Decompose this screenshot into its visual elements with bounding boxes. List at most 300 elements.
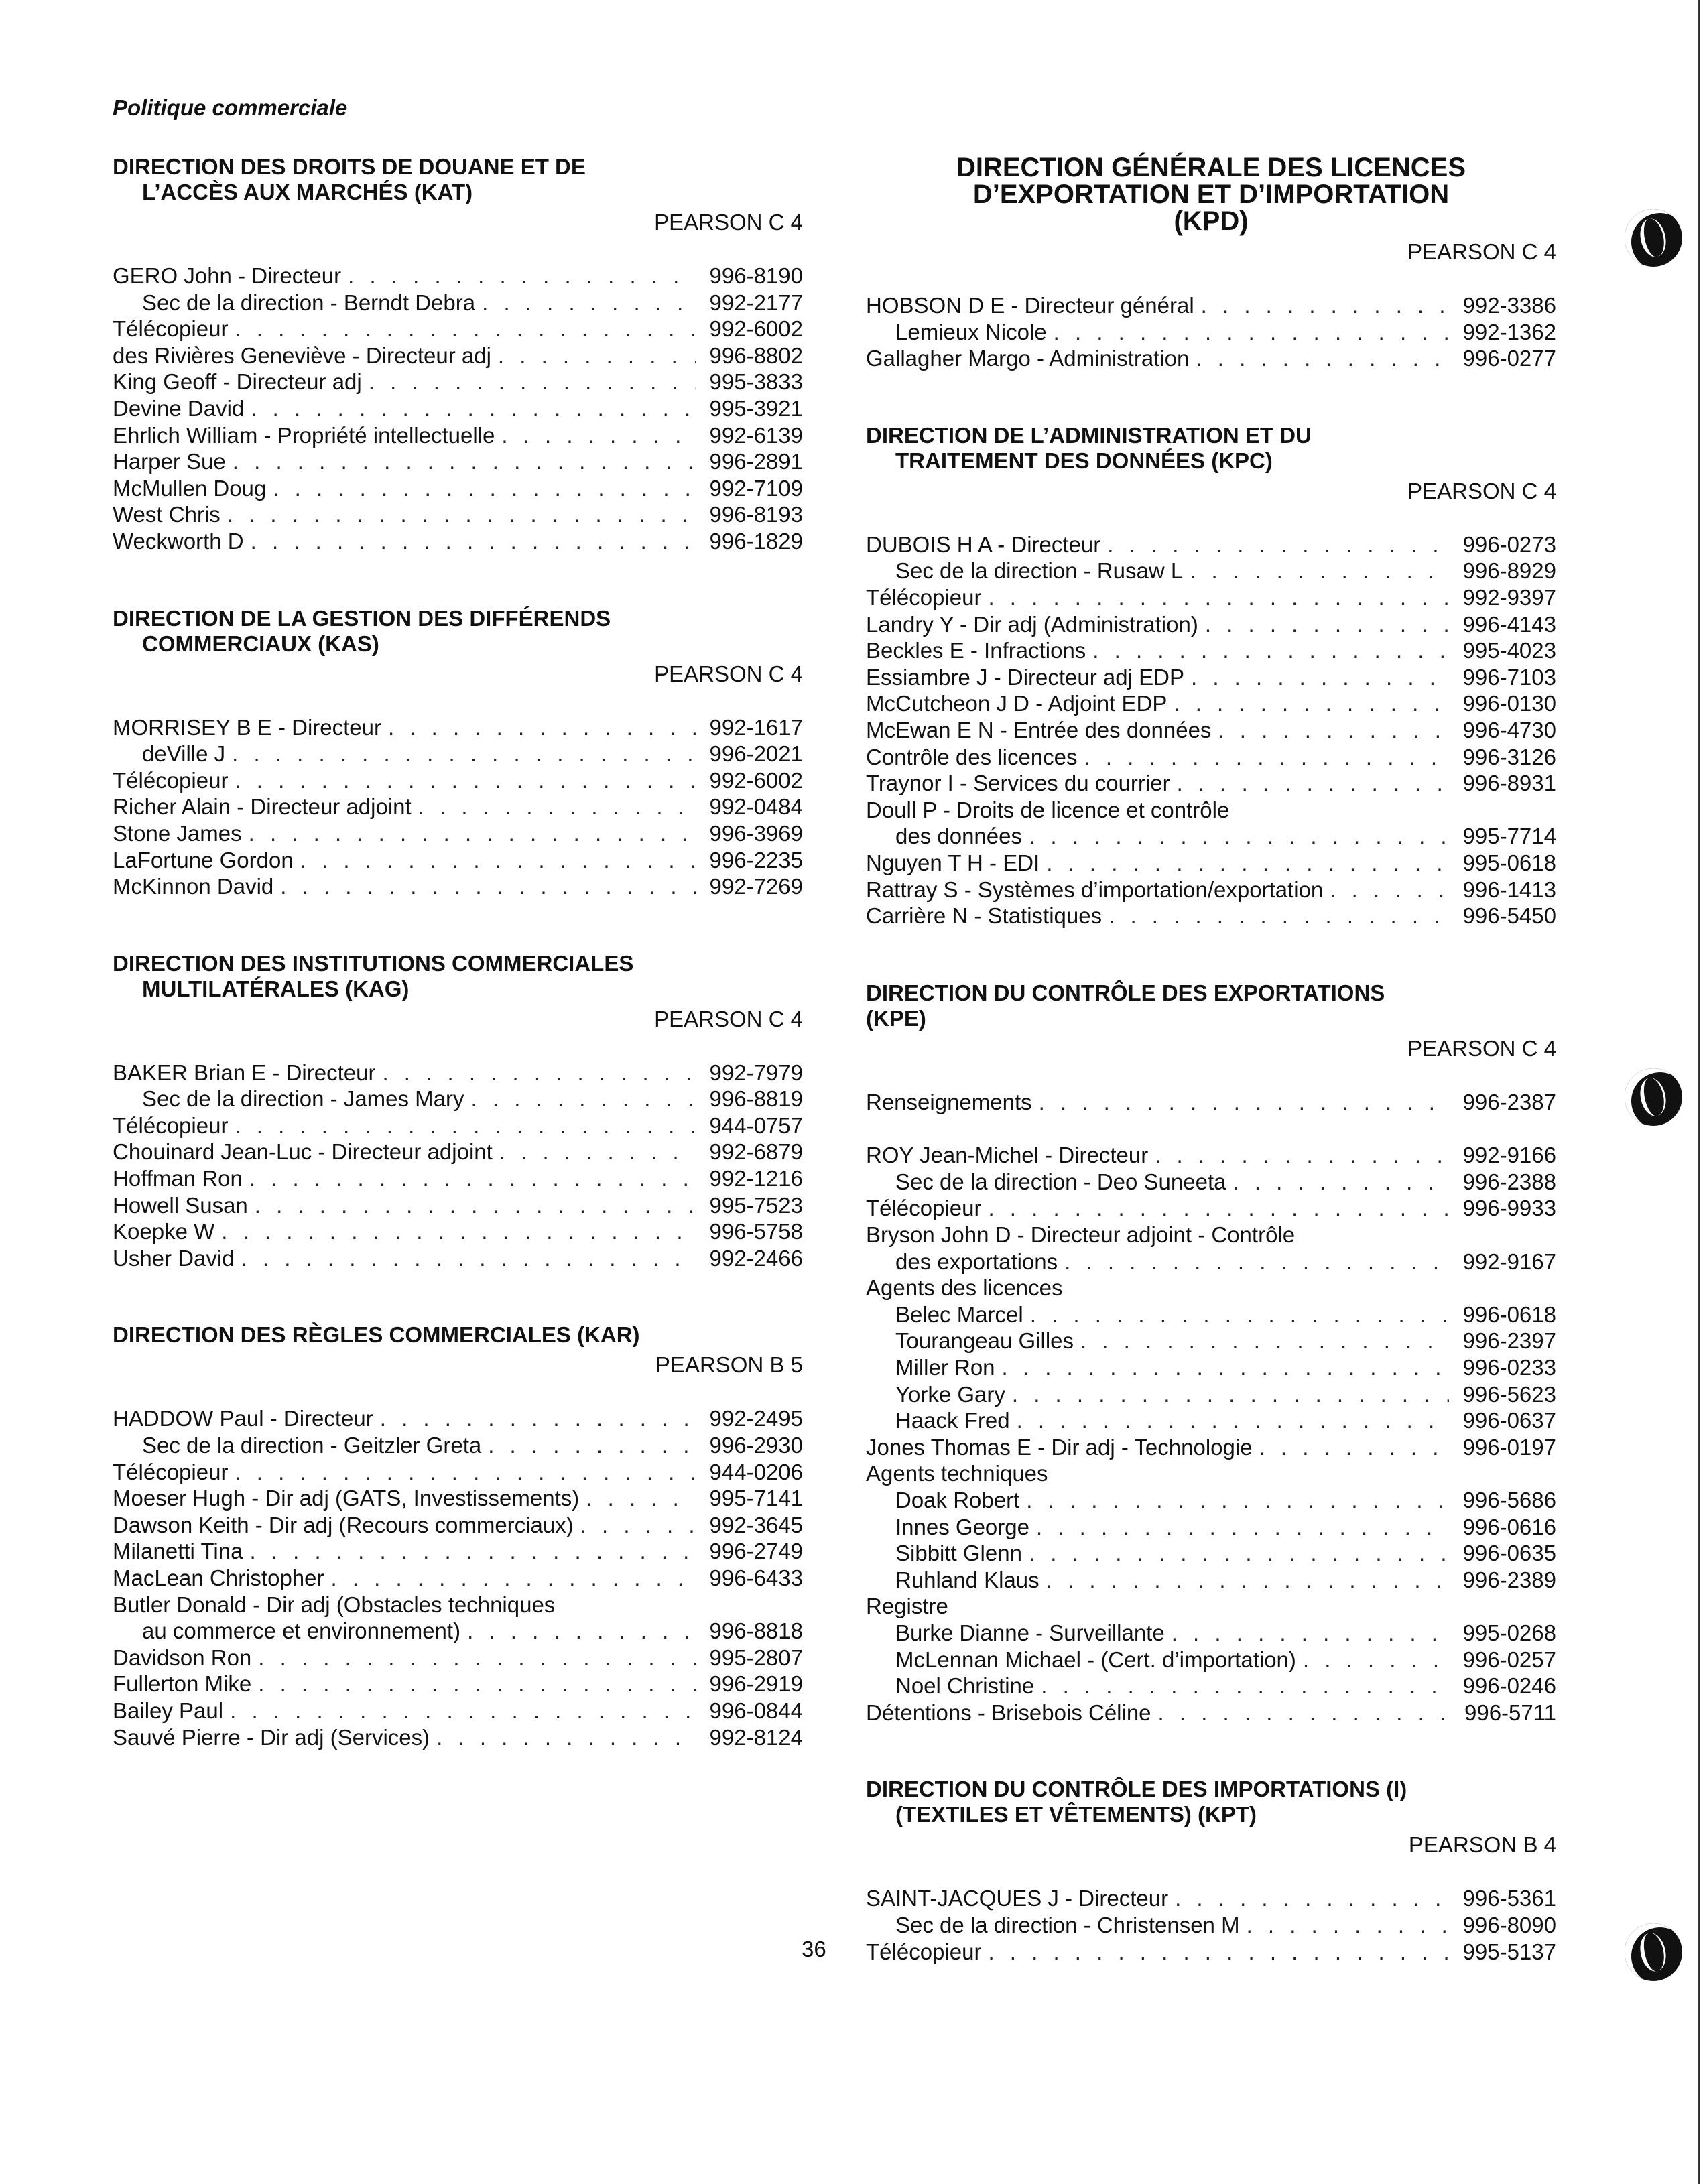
entry-phone: 996-8190 bbox=[709, 263, 803, 288]
section-title-line: (KPE) bbox=[866, 1005, 926, 1031]
directory-entry bbox=[866, 1195, 1556, 1222]
entry-name: McCutcheon J D - Adjoint EDP bbox=[866, 691, 1167, 716]
dot-leader bbox=[1218, 717, 1449, 744]
dot-leader bbox=[1177, 770, 1449, 797]
directory-entry bbox=[866, 292, 1556, 319]
directory-entry bbox=[866, 1407, 1556, 1434]
dot-leader bbox=[1029, 823, 1449, 850]
dot-leader bbox=[300, 847, 696, 874]
entry-name: Lemieux Nicole bbox=[895, 319, 1047, 344]
entry-name: Bryson John D - Directeur adjoint - Contrôle bbox=[866, 1222, 1296, 1248]
directory-entry bbox=[113, 820, 803, 847]
directory-entry bbox=[113, 1538, 803, 1565]
entry-name: Miller Ron bbox=[895, 1355, 995, 1380]
entry-phone: 995-7141 bbox=[709, 1486, 803, 1511]
entry-phone: 996-2919 bbox=[709, 1671, 803, 1697]
directory-entry bbox=[113, 528, 803, 555]
directory-entry bbox=[866, 1275, 1556, 1301]
entry-name: Beckles E - Infractions bbox=[866, 638, 1086, 663]
office-location: PEARSON C 4 bbox=[654, 661, 803, 686]
page-header: Politique commerciale bbox=[113, 95, 348, 120]
entry-phone: 996-8193 bbox=[709, 502, 803, 527]
section-title-line: DIRECTION DES RÈGLES COMMERCIALES (KAR) bbox=[113, 1322, 640, 1348]
section-title-line: DIRECTION GÉNÉRALE DES LICENCES bbox=[956, 153, 1466, 182]
directory-entry bbox=[866, 1540, 1556, 1567]
directory-entry bbox=[866, 1514, 1556, 1541]
directory-entry bbox=[113, 395, 803, 422]
entry-name: Innes George bbox=[895, 1514, 1029, 1539]
directory-entry bbox=[866, 823, 1556, 850]
section-title-line: DIRECTION DES DROITS DE DOUANE ET DE bbox=[113, 154, 586, 179]
entry-phone: 996-2891 bbox=[709, 449, 803, 474]
entry-phone: 996-5450 bbox=[1462, 903, 1556, 929]
entry-phone: 992-9397 bbox=[1462, 584, 1556, 610]
dot-leader bbox=[988, 1939, 1449, 1966]
dot-leader bbox=[471, 1086, 696, 1112]
entry-name: Télécopieur bbox=[113, 767, 229, 793]
directory-section bbox=[866, 154, 1556, 372]
entry-phone: 996-0277 bbox=[1462, 346, 1556, 371]
dot-leader bbox=[388, 714, 696, 741]
entry-name: Télécopieur bbox=[113, 316, 229, 342]
entry-phone: 996-0257 bbox=[1462, 1647, 1556, 1672]
section-title bbox=[866, 1777, 1556, 1827]
entry-phone: 992-1617 bbox=[709, 714, 803, 740]
entry-name: Sec de la direction - Geitzler Greta bbox=[142, 1433, 482, 1458]
entry-name: SAINT-JACQUES J - Directeur bbox=[866, 1886, 1169, 1911]
directory-entry bbox=[113, 1139, 803, 1165]
entry-name: Sibbitt Glenn bbox=[895, 1541, 1022, 1566]
directory-entry bbox=[113, 714, 803, 741]
entry-phone: 996-8929 bbox=[1462, 558, 1556, 584]
entry-name: West Chris bbox=[113, 502, 220, 527]
directory-entry bbox=[113, 1459, 803, 1486]
dot-leader bbox=[348, 263, 696, 290]
entry-phone: 992-2466 bbox=[709, 1245, 803, 1271]
entry-phone: 996-5623 bbox=[1462, 1381, 1556, 1407]
entry-name: Doak Robert bbox=[895, 1488, 1020, 1513]
dot-leader bbox=[1172, 1620, 1449, 1647]
entry-name: ROY Jean-Michel - Directeur bbox=[866, 1143, 1149, 1168]
directory-section bbox=[113, 1322, 803, 1750]
directory-section bbox=[113, 951, 803, 1272]
directory-entry bbox=[866, 1328, 1556, 1354]
section-title bbox=[866, 423, 1556, 474]
directory-entry bbox=[866, 903, 1556, 929]
directory-entry bbox=[113, 1218, 803, 1245]
directory-entry bbox=[113, 1592, 803, 1618]
directory-entry bbox=[113, 1432, 803, 1459]
entry-phone: 995-2807 bbox=[709, 1645, 803, 1670]
entry-name: Sauvé Pierre - Dir adj (Services) bbox=[113, 1724, 430, 1750]
entry-phone: 992-6002 bbox=[709, 316, 803, 342]
entry-phone: 992-6002 bbox=[709, 767, 803, 793]
dot-leader bbox=[488, 1432, 696, 1459]
directory-section bbox=[113, 154, 803, 555]
entry-name: Sec de la direction - Deo Suneeta bbox=[895, 1169, 1226, 1194]
entry-name: HADDOW Paul - Directeur bbox=[113, 1406, 373, 1431]
dot-leader bbox=[1046, 850, 1449, 877]
directory-entry bbox=[866, 770, 1556, 797]
directory-entry bbox=[866, 850, 1556, 877]
entry-phone: 995-0268 bbox=[1462, 1620, 1556, 1645]
entry-phone: 992-6879 bbox=[709, 1139, 803, 1165]
section-title-line: L’ACCÈS AUX MARCHÉS (KAT) bbox=[142, 180, 473, 204]
directory-entry bbox=[113, 475, 803, 502]
section-title-line: (KPD) bbox=[1174, 206, 1249, 236]
entry-list bbox=[866, 1089, 1556, 1726]
entry-name: des Rivières Geneviève - Directeur adj bbox=[113, 342, 491, 368]
directory-section bbox=[113, 606, 803, 900]
directory-entry bbox=[113, 290, 803, 316]
entry-name: Ruhland Klaus bbox=[895, 1567, 1039, 1592]
entry-name: Télécopieur bbox=[866, 584, 982, 610]
entry-phone: 996-5711 bbox=[1464, 1699, 1556, 1725]
dot-leader bbox=[1029, 1540, 1449, 1567]
entry-name: des données bbox=[895, 824, 1022, 849]
entry-name: Tourangeau Gilles bbox=[895, 1328, 1074, 1354]
dot-leader bbox=[273, 475, 696, 502]
dot-leader bbox=[1054, 319, 1449, 346]
left-column bbox=[113, 154, 803, 1801]
entry-name: Belec Marcel bbox=[895, 1301, 1023, 1327]
binder-hole-icon bbox=[1625, 1923, 1682, 1981]
dot-leader bbox=[230, 1697, 696, 1724]
directory-entry bbox=[113, 767, 803, 794]
entry-phone: 996-2930 bbox=[709, 1433, 803, 1458]
entry-name: Agents des licences bbox=[866, 1275, 1063, 1301]
dot-leader bbox=[249, 1165, 696, 1192]
entry-name: Richer Alain - Directeur adjoint bbox=[113, 794, 412, 820]
entry-phone: 996-7103 bbox=[1462, 664, 1556, 690]
section-title bbox=[113, 606, 803, 657]
dot-leader bbox=[227, 501, 696, 528]
dot-leader bbox=[331, 1565, 696, 1592]
directory-entry bbox=[113, 1645, 803, 1671]
page-number: 36 bbox=[802, 1937, 826, 1962]
dot-leader bbox=[249, 820, 696, 847]
entry-name: McKinnon David bbox=[113, 874, 274, 899]
directory-section bbox=[866, 1777, 1556, 1965]
section-title-line: COMMERCIAUX (KAS) bbox=[142, 631, 379, 656]
section-title-line: DIRECTION DU CONTRÔLE DES EXPORTATIONS bbox=[866, 980, 1385, 1005]
entry-phone: 992-9167 bbox=[1462, 1248, 1556, 1274]
entry-name: Détentions - Brisebois Céline bbox=[866, 1699, 1151, 1725]
directory-entry bbox=[113, 741, 803, 767]
dot-leader bbox=[1046, 1567, 1449, 1594]
directory-entry bbox=[866, 797, 1556, 824]
dot-leader bbox=[1190, 558, 1449, 584]
dot-leader bbox=[586, 1485, 696, 1512]
office-location: PEARSON B 4 bbox=[1408, 1832, 1556, 1858]
directory-entry bbox=[866, 1620, 1556, 1647]
entry-phone: 995-3833 bbox=[709, 369, 803, 395]
entry-name: LaFortune Gordon bbox=[113, 847, 294, 873]
entry-name: Télécopieur bbox=[866, 1939, 982, 1964]
dot-leader bbox=[1041, 1673, 1449, 1699]
dot-leader bbox=[258, 1671, 696, 1697]
entry-name: Essiambre J - Directeur adj EDP bbox=[866, 664, 1184, 690]
entry-phone: 996-3969 bbox=[709, 820, 803, 846]
entry-name: Chouinard Jean-Luc - Directeur adjoint bbox=[113, 1139, 493, 1165]
entry-name: Butler Donald - Dir adj (Obstacles techniques bbox=[113, 1592, 556, 1617]
dot-leader bbox=[1092, 637, 1449, 664]
entry-phone: 992-2177 bbox=[709, 290, 803, 315]
entry-name: MORRISEY B E - Directeur bbox=[113, 714, 381, 740]
section-title-line: D’EXPORTATION ET D’IMPORTATION bbox=[972, 180, 1450, 209]
dot-leader bbox=[382, 1059, 696, 1086]
dot-leader bbox=[988, 1195, 1449, 1222]
entry-name: Télécopieur bbox=[113, 1112, 229, 1138]
office-location: PEARSON C 4 bbox=[1407, 478, 1556, 503]
section-title bbox=[113, 154, 803, 205]
directory-entry bbox=[113, 1059, 803, 1086]
entry-name: Jones Thomas E - Dir adj - Technologie bbox=[866, 1434, 1253, 1460]
section-title bbox=[113, 951, 803, 1002]
directory-entry bbox=[113, 1697, 803, 1724]
entry-name: Landry Y - Dir adj (Administration) bbox=[866, 611, 1198, 637]
entry-phone: 996-2389 bbox=[1462, 1567, 1556, 1592]
entry-phone: 995-0618 bbox=[1462, 850, 1556, 875]
entry-phone: 996-0618 bbox=[1462, 1301, 1556, 1327]
dot-leader bbox=[1036, 1514, 1449, 1541]
entry-name: deVille J bbox=[142, 741, 226, 767]
entry-phone: 992-1216 bbox=[709, 1166, 803, 1192]
directory-entry bbox=[866, 1169, 1556, 1196]
directory-entry bbox=[866, 1142, 1556, 1169]
dot-leader bbox=[1174, 690, 1449, 717]
dot-leader bbox=[251, 528, 696, 555]
directory-entry bbox=[113, 1112, 803, 1139]
entry-phone: 992-7109 bbox=[709, 475, 803, 501]
dot-leader bbox=[280, 873, 696, 900]
directory-entry bbox=[113, 263, 803, 290]
dot-leader bbox=[1155, 1142, 1449, 1169]
entry-name: Yorke Gary bbox=[895, 1381, 1005, 1407]
entry-phone: 992-3645 bbox=[709, 1512, 803, 1537]
dot-leader bbox=[1017, 1407, 1449, 1434]
directory-entry bbox=[113, 847, 803, 874]
entry-name: McEwan E N - Entrée des données bbox=[866, 717, 1212, 743]
office-location: PEARSON C 4 bbox=[654, 1006, 803, 1031]
entry-phone: 996-5686 bbox=[1462, 1488, 1556, 1513]
directory-entry bbox=[113, 501, 803, 528]
dot-leader bbox=[232, 741, 696, 767]
dot-leader bbox=[1064, 1248, 1449, 1275]
entry-phone: 992-8124 bbox=[709, 1724, 803, 1750]
office-location: PEARSON C 4 bbox=[1407, 1035, 1556, 1061]
dot-leader bbox=[235, 316, 696, 342]
entry-phone: 992-2495 bbox=[709, 1406, 803, 1431]
dot-leader bbox=[580, 1512, 696, 1539]
directory-entry bbox=[866, 1593, 1556, 1620]
dot-leader bbox=[498, 342, 696, 369]
entry-phone: 996-2387 bbox=[1462, 1089, 1556, 1114]
entry-name: Usher David bbox=[113, 1245, 235, 1271]
entry-name: Haack Fred bbox=[895, 1408, 1010, 1433]
section-title bbox=[866, 980, 1556, 1031]
directory-entry bbox=[866, 319, 1556, 346]
dot-leader bbox=[1233, 1169, 1449, 1196]
entry-phone: 996-2388 bbox=[1462, 1169, 1556, 1194]
entry-phone: 996-0233 bbox=[1462, 1355, 1556, 1380]
directory-entry bbox=[866, 664, 1556, 691]
entry-name: Contrôle des licences bbox=[866, 744, 1078, 769]
directory-entry bbox=[866, 1248, 1556, 1275]
entry-name: MacLean Christopher bbox=[113, 1565, 324, 1590]
dot-leader bbox=[255, 1192, 696, 1219]
entry-name: Harper Sue bbox=[113, 449, 226, 474]
entry-phone: 944-0757 bbox=[709, 1112, 803, 1138]
directory-entry bbox=[113, 1671, 803, 1697]
entry-name: Moeser Hugh - Dir adj (GATS, Investissements) bbox=[113, 1486, 580, 1511]
entry-name: Télécopieur bbox=[866, 1196, 982, 1221]
dot-leader bbox=[1109, 903, 1449, 929]
dot-leader bbox=[1247, 1912, 1449, 1939]
office-location: PEARSON C 4 bbox=[654, 210, 803, 235]
entry-phone: 996-4143 bbox=[1462, 611, 1556, 637]
entry-name: Burke Dianne - Surveillante bbox=[895, 1620, 1165, 1645]
directory-entry bbox=[113, 1192, 803, 1219]
dot-leader bbox=[467, 1618, 696, 1645]
directory-entry bbox=[866, 1885, 1556, 1912]
dot-leader bbox=[235, 767, 696, 794]
dot-leader bbox=[1039, 1089, 1449, 1116]
directory-entry bbox=[866, 558, 1556, 584]
entry-phone: 996-1413 bbox=[1462, 877, 1556, 902]
entry-name: Bailey Paul bbox=[113, 1697, 224, 1723]
right-column bbox=[866, 154, 1556, 2016]
entry-phone: 995-5137 bbox=[1462, 1939, 1556, 1964]
entry-phone: 995-4023 bbox=[1462, 638, 1556, 663]
entry-phone: 996-2749 bbox=[709, 1539, 803, 1564]
directory-entry bbox=[866, 1699, 1556, 1726]
directory-entry bbox=[866, 1939, 1556, 1966]
binder-hole-icon bbox=[1625, 209, 1682, 267]
entry-name: Carrière N - Statistiques bbox=[866, 903, 1102, 929]
entry-list bbox=[113, 263, 803, 555]
dot-leader bbox=[1175, 1885, 1449, 1912]
directory-entry bbox=[866, 717, 1556, 744]
entry-name: Milanetti Tina bbox=[113, 1539, 243, 1564]
directory-entry bbox=[113, 1724, 803, 1751]
directory-entry bbox=[866, 1487, 1556, 1514]
directory-entry bbox=[113, 793, 803, 820]
dot-leader bbox=[436, 1724, 696, 1751]
entry-name: Doull P - Droits de licence et contrôle bbox=[866, 797, 1230, 822]
entry-phone: 996-1829 bbox=[709, 528, 803, 554]
directory-entry bbox=[866, 1673, 1556, 1699]
directory-entry bbox=[866, 1301, 1556, 1328]
entry-phone: 995-7714 bbox=[1462, 824, 1556, 849]
entry-phone: 992-3386 bbox=[1462, 293, 1556, 318]
entry-phone: 992-6139 bbox=[709, 422, 803, 448]
entry-name: McLennan Michael - (Cert. d’importation) bbox=[895, 1647, 1296, 1672]
dot-leader bbox=[241, 1245, 696, 1272]
entry-phone: 992-7979 bbox=[709, 1059, 803, 1085]
dot-leader bbox=[235, 1112, 696, 1139]
entry-phone: 995-7523 bbox=[709, 1192, 803, 1218]
entry-name: Stone James bbox=[113, 820, 242, 846]
directory-entry bbox=[113, 1165, 803, 1192]
entry-phone: 996-8090 bbox=[1462, 1912, 1556, 1937]
directory-entry bbox=[866, 1647, 1556, 1673]
entry-name: Devine David bbox=[113, 395, 245, 421]
dot-leader bbox=[1259, 1434, 1449, 1461]
directory-entry bbox=[866, 1912, 1556, 1939]
entry-name: des exportations bbox=[895, 1248, 1058, 1274]
entry-name: Koepke W bbox=[113, 1219, 215, 1244]
directory-entry bbox=[113, 316, 803, 342]
entry-phone: 996-8818 bbox=[709, 1618, 803, 1644]
directory-entry bbox=[113, 873, 803, 900]
entry-phone: 996-2235 bbox=[709, 847, 803, 873]
entry-name: GERO John - Directeur bbox=[113, 263, 342, 288]
dot-leader bbox=[1205, 611, 1449, 638]
entry-phone: 996-0616 bbox=[1462, 1514, 1556, 1539]
entry-phone: 996-0637 bbox=[1462, 1408, 1556, 1433]
section-title bbox=[113, 1322, 803, 1348]
entry-name: Dawson Keith - Dir adj (Recours commerciaux) bbox=[113, 1512, 574, 1537]
entry-phone: 996-0197 bbox=[1462, 1434, 1556, 1460]
directory-entry bbox=[866, 584, 1556, 611]
entry-name: King Geoff - Directeur adj bbox=[113, 369, 362, 395]
dot-leader bbox=[1084, 744, 1450, 771]
entry-name: HOBSON D E - Directeur général bbox=[866, 293, 1194, 318]
directory-entry bbox=[866, 1434, 1556, 1461]
dot-leader bbox=[1026, 1487, 1449, 1514]
entry-name: Gallagher Margo - Administration bbox=[866, 346, 1190, 371]
directory-entry bbox=[866, 877, 1556, 903]
entry-name: Renseignements bbox=[866, 1089, 1032, 1114]
entry-name: Davidson Ron bbox=[113, 1645, 252, 1670]
entry-name: Sec de la direction - Berndt Debra bbox=[142, 290, 476, 315]
directory-section bbox=[866, 423, 1556, 929]
dot-leader bbox=[501, 422, 696, 449]
entry-phone: 996-0273 bbox=[1462, 531, 1556, 557]
entry-name: Ehrlich William - Propriété intellectuelle bbox=[113, 422, 495, 448]
entry-list bbox=[866, 292, 1556, 372]
directory-entry bbox=[866, 1381, 1556, 1408]
entry-name: Traynor I - Services du courrier bbox=[866, 771, 1170, 796]
entry-list bbox=[866, 1885, 1556, 1965]
entry-phone: 996-6433 bbox=[709, 1565, 803, 1590]
dot-leader bbox=[235, 1459, 696, 1486]
directory-entry bbox=[113, 1405, 803, 1432]
entry-phone: 996-8802 bbox=[709, 342, 803, 368]
directory-entry bbox=[113, 422, 803, 449]
dot-leader bbox=[1080, 1328, 1449, 1354]
entry-phone: 996-5361 bbox=[1462, 1886, 1556, 1911]
dot-leader bbox=[233, 448, 696, 475]
entry-phone: 996-2021 bbox=[709, 741, 803, 767]
directory-entry bbox=[866, 1222, 1556, 1248]
section-title-line: MULTILATÉRALES (KAG) bbox=[142, 976, 409, 1001]
directory-entry bbox=[113, 342, 803, 369]
dot-leader bbox=[1201, 292, 1449, 319]
dot-leader bbox=[221, 1218, 696, 1245]
dot-leader bbox=[482, 290, 696, 316]
entry-name: Rattray S - Systèmes d’importation/exportation bbox=[866, 877, 1324, 902]
entry-name: BAKER Brian E - Directeur bbox=[113, 1059, 376, 1085]
dot-leader bbox=[1002, 1354, 1449, 1381]
section-title-line: DIRECTION DE LA GESTION DES DIFFÉRENDS bbox=[113, 605, 611, 631]
office-location: PEARSON B 5 bbox=[655, 1352, 803, 1378]
dot-leader bbox=[249, 1538, 696, 1565]
directory-entry bbox=[866, 1354, 1556, 1381]
entry-phone: 996-8931 bbox=[1462, 771, 1556, 796]
section-title-line: TRAITEMENT DES DONNÉES (KPC) bbox=[895, 448, 1273, 473]
